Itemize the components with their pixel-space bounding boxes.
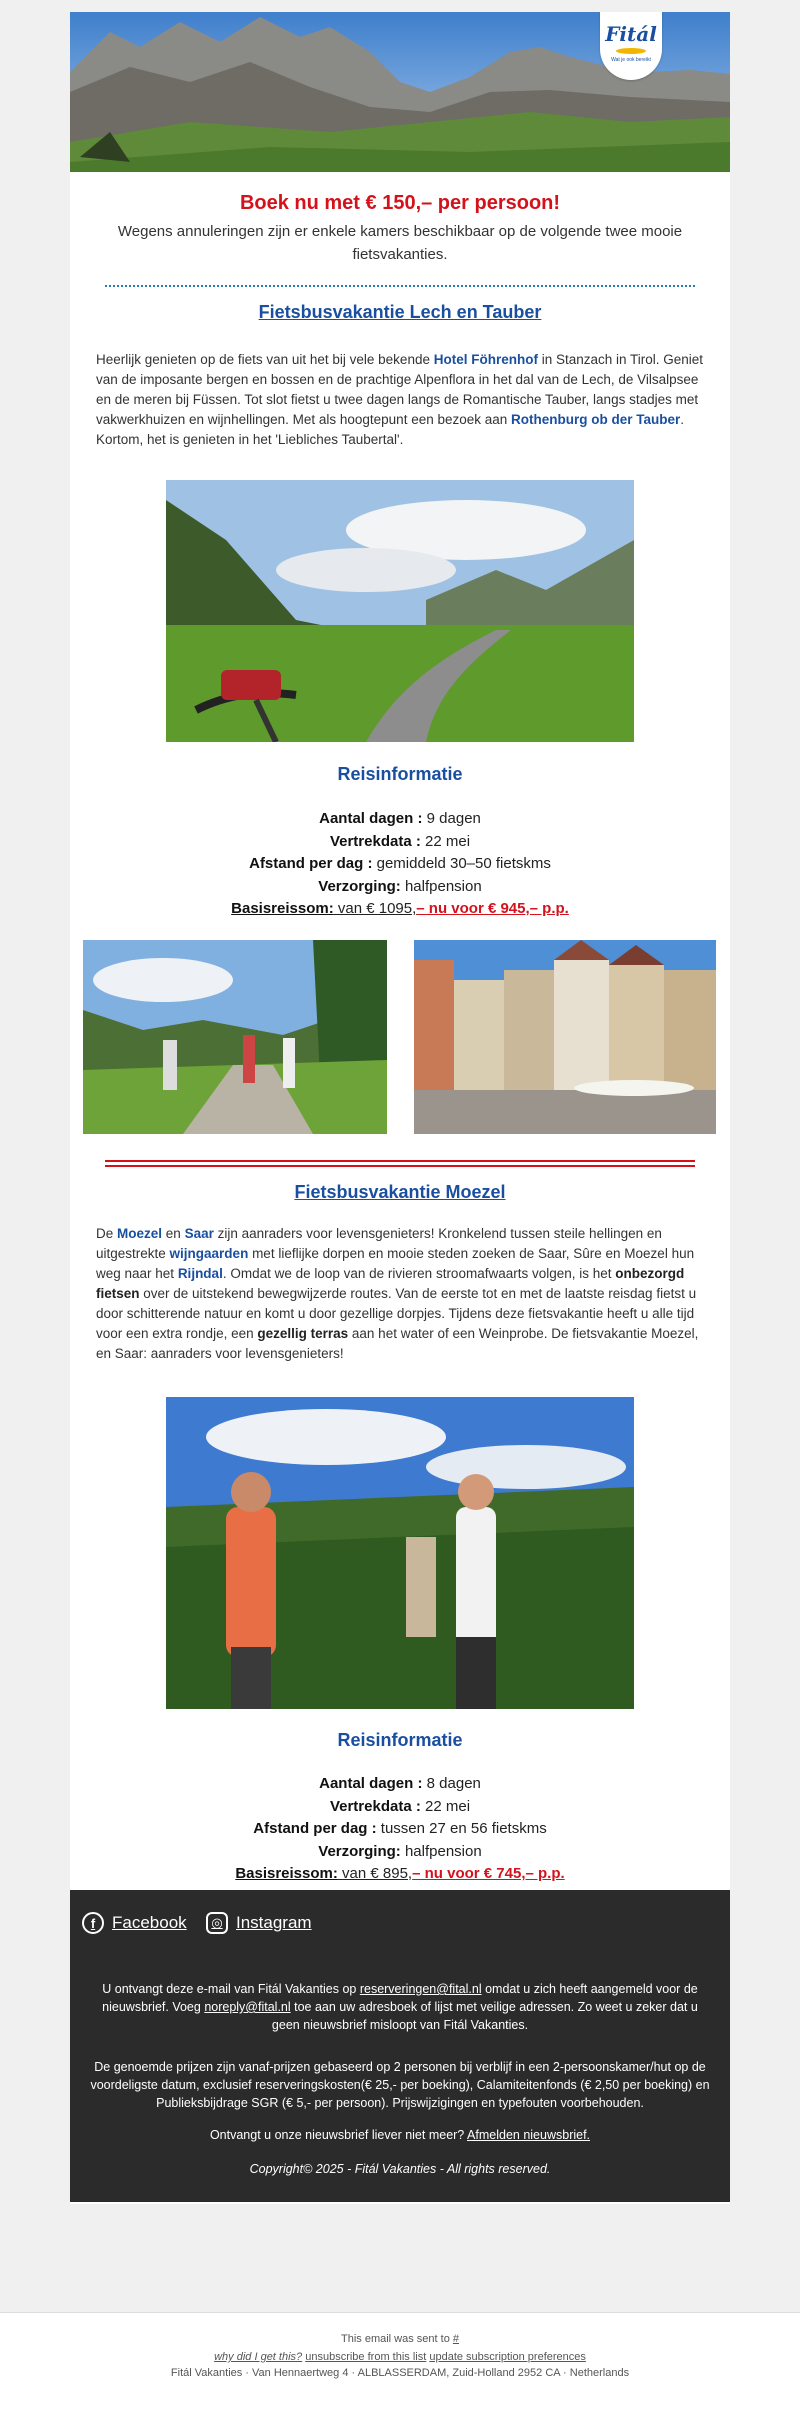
trip2-date-value: 22 mei [420,1797,471,1815]
trip2-price-row[interactable] [70,1863,730,1886]
trip2-description [96,1224,706,1364]
why-link[interactable]: why did I get this? [214,2351,303,2363]
trip1-photo-town-square[interactable] [414,940,716,1134]
sent-to-line [0,2333,800,2345]
trip1-price-offer-link[interactable]: – nu voor € 945,– p.p. [416,900,569,917]
subscription-links [0,2351,800,2363]
noreply-email-link[interactable]: noreply@fital.nl [204,2000,291,2014]
trip2-onbezorgd: onbezorgd fietsen [96,1266,685,1301]
trip2-care-label: Verzorging: [318,1842,401,1860]
trip2-terras: gezellig terras [257,1326,349,1341]
footer-unsubscribe-text: Ontvangt u onze nieuwsbrief liever niet meer? [209,2128,468,2142]
trip2-distance-row [70,1818,730,1841]
trip1-price-row[interactable] [70,898,730,921]
company-address: Fitál Vakanties · Van Hennaertweg 4 · ALBLASSERDAM, Zuid-Holland 2952 CA · Netherlands [170,2367,630,2379]
trip2-text-en: en [162,1226,185,1241]
facebook-label: Facebook [112,1913,187,1932]
trip1-price-label: Basisreissom: [231,900,334,917]
unsubscribe-link[interactable]: unsubscribe from this list [305,2351,427,2363]
instagram-label: Instagram [236,1913,312,1932]
trip2-saar: Saar [184,1226,214,1241]
trip1-hotel: Hotel Föhrenhof [433,352,538,367]
trip1-care-value: halfpension [400,877,482,895]
trip1-text-2: in Stanzach in Tirol. Geniet van de imposante bergen en bossen en de prachtige Alpenflora in het dal van de Lech, de Vilsalpsee en de meren bij Füssen. Tot slot fietst u twee dagen langs de Romantische Tauber, langs stadjes met vakwerkhuizen en wijnhellingen. Met als hoogtepunt een bezoek aan [96,352,704,427]
brand-logo[interactable] [600,12,662,80]
trip2-price-label: Basisreissom: [235,1865,338,1882]
hero-image [70,12,730,172]
footer-notice-text-1: U ontvangt deze e-mail van Fitál Vakanties op [102,1982,360,1996]
trip1-date-value: 22 mei [420,832,471,850]
footer-notice-text-3: toe aan uw adresboek of lijst met veilige adressen. Zo weet u zeker dat u geen nieuwsbrief misloopt van Fitál Vakanties. [271,2000,698,2032]
footer-price-disclaimer: De genoemde prijzen zijn vanaf-prijzen gebaseerd op 2 personen bij verblijf in een 2-persoonskamer/hut op de voordeligste datum, exclusief reserveringskosten(€ 25,- per boeking), Calamiteitenfonds (€ 2,50 per boeking) en Publieksbijdrage SGR (€ 5,- per persoon). Prijswijzigingen en typefouten voorbehouden. [90,2060,710,2110]
unsubscribe-newsletter-link[interactable]: Afmelden nieuwsbrief. [467,2128,591,2142]
dotted-divider [105,285,695,287]
trip2-distance-value: tussen 27 en 56 fietskms [376,1820,547,1837]
reserveringen-email-link[interactable]: reserveringen@fital.nl [359,1982,482,1996]
trip2-date-row [70,1796,730,1819]
trip2-distance-label: Afstand per dag : [253,1820,377,1837]
trip2-rijndal: Rijndal [177,1266,223,1281]
trip2-moezel: Moezel [117,1226,163,1241]
trip1-days-label: Aantal dagen : [319,810,423,827]
facebook-icon: f [82,1912,104,1934]
trip1-date-row [70,831,730,854]
trip1-photo-cyclists[interactable] [83,940,387,1134]
trip2-text-de: De [96,1226,118,1241]
trip2-days-label: Aantal dagen : [319,1775,423,1792]
footer-notice-text-2: omdat u zich heeft aangemeld voor de nieuwsbrief. Voeg [102,1982,698,2014]
trip1-info-title: Reisinformatie [337,764,463,784]
trip1-description [96,350,706,450]
trip2-title-link[interactable]: Fietsbusvakantie Moezel [294,1182,506,1202]
email-card [70,12,730,2204]
trip1-text-1: Heerlijk genieten op de fiets van uit het bij vele bekende [96,352,434,367]
trip2-info-title: Reisinformatie [337,1730,463,1750]
trip1-care-row [70,876,730,899]
logo-text: Fitál [605,22,657,46]
logo-tagline: Wat je ook bereikt [611,57,651,63]
trip2-price-offer-link[interactable]: – nu voor € 745,– p.p. [412,1865,565,1882]
sent-to-link[interactable]: # [452,2333,459,2345]
footer-copyright: Copyright© 2025 - Fitál Vakanties - All rights reserved. [249,2162,551,2176]
trip1-care-label: Verzorging: [318,877,401,895]
trip1-distance-label: Afstand per dag : [249,855,373,872]
trip1-days-value: 9 dagen [422,810,481,827]
trip1-title-link[interactable]: Fietsbusvakantie Lech en Tauber [258,302,542,322]
trip2-wijngaarden: wijngaarden [169,1246,249,1261]
email-footer [70,1890,730,2202]
logo-swoosh-icon [616,48,646,54]
mailchimp-footer [0,2312,800,2423]
trip1-distance-row [70,853,730,876]
trip2-days-value: 8 dagen [422,1775,481,1792]
trip1-photo-bike-valley[interactable] [166,480,634,742]
trip2-care-row [70,1841,730,1864]
trip2-text-5: aan het water of een Weinprobe. De fietsvakantie Moezel, en Saar: aanraders voor levensgenieters! [96,1326,699,1361]
trip2-text-3: . Omdat we de loop van de rivieren stroomafwaarts volgen, is het [222,1266,616,1281]
trip2-text-1: zijn aanraders voor levensgenieters! Kronkelend tussen steile hellingen en uitgestrekte [96,1226,662,1261]
trip1-rothenburg: Rothenburg ob der Tauber [511,412,681,427]
trip2-price-original: van € 895, [337,1865,413,1882]
facebook-link[interactable] [82,1912,187,1934]
footer-unsubscribe [90,2126,710,2144]
trip1-distance-value: gemiddeld 30–50 fietskms [372,855,551,872]
promo-subtitle: Wegens annuleringen zijn er enkele kamers beschikbaar op de volgende twee mooie fietsvakanties. [117,223,683,263]
trip2-days-row [70,1773,730,1796]
update-preferences-link[interactable]: update subscription preferences [429,2351,586,2363]
trip2-text-4: over de uitstekend bewegwijzerde routes. Van de eerste tot en met de laatste reisdag fietst u door schitterende natuur en komt u door gezellige dorpjes. Tijdens deze fietsvakantie heeft u alle tijd voor een extra rondje, een [96,1286,697,1341]
instagram-link[interactable] [206,1912,312,1934]
sent-to-text: This email was sent to [341,2333,453,2345]
trip1-text-3: . Kortom, het is genieten in het 'Liebliches Taubertal'. [96,412,685,447]
instagram-icon: ◎ [206,1912,228,1934]
red-double-divider [105,1160,695,1167]
trip2-photo-vineyard[interactable] [166,1397,634,1709]
trip1-date-label: Vertrekdata : [329,832,421,850]
trip2-date-label: Vertrekdata : [329,1797,421,1815]
trip2-text-2: met lieflijke dorpen en mooie steden zoeken de Saar, Sûre en Moezel hun weg naar het [96,1246,695,1281]
trip1-price-original: van € 1095, [333,900,417,917]
trip1-days-row [70,808,730,831]
trip1-info [70,808,730,921]
trip2-info [70,1773,730,1886]
footer-notice [90,1980,710,2034]
promo-title: Boek nu met € 150,– per persoon! [239,192,561,214]
trip2-care-value: halfpension [400,1842,482,1860]
